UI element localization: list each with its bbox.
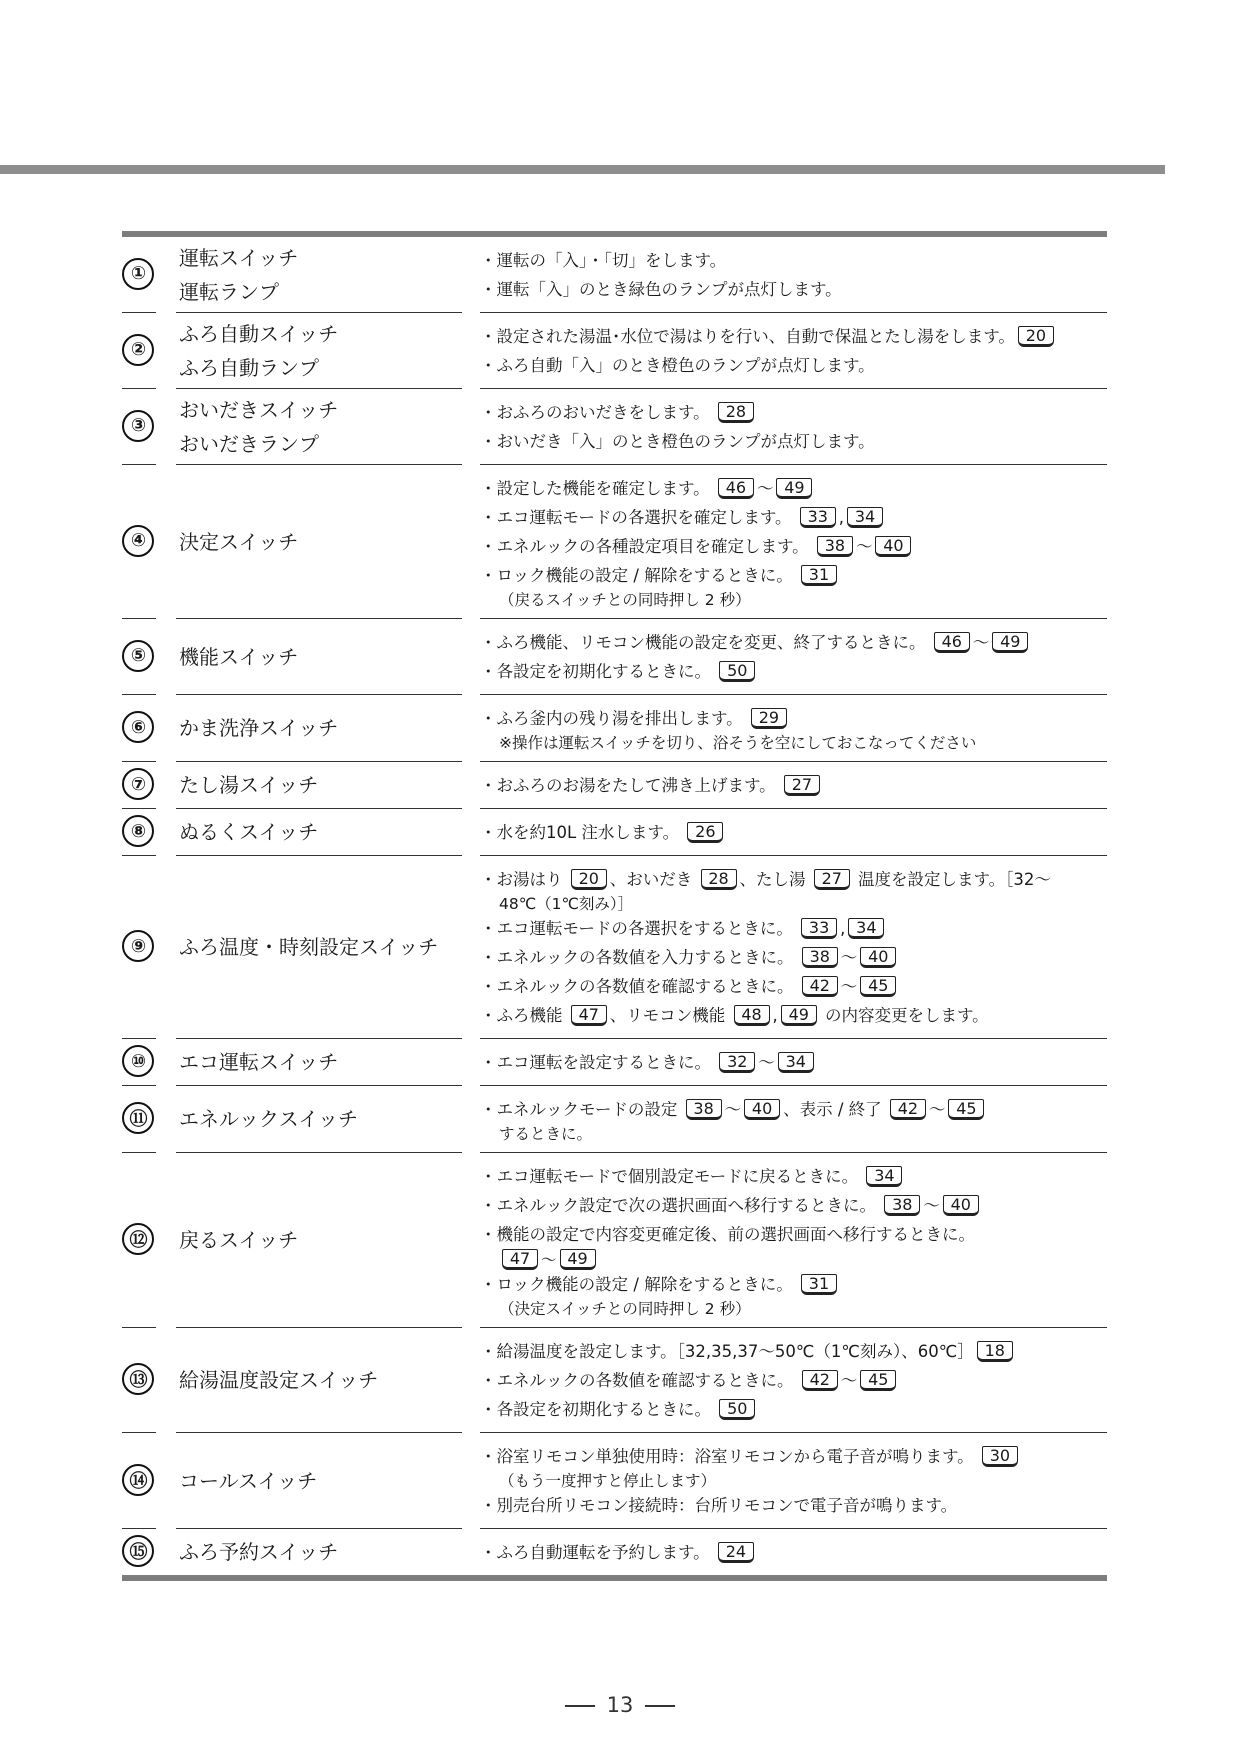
table-row <box>122 1153 1107 1328</box>
description-text: , <box>840 919 846 938</box>
page-reference-icon: 38 <box>817 536 853 557</box>
description <box>480 1433 1107 1528</box>
page-reference-icon: 28 <box>701 869 737 890</box>
description-text: （もう一度押すと停止します） <box>499 1472 717 1490</box>
description-line <box>480 865 1107 894</box>
description-text: 、リモコン機能 <box>609 1006 731 1025</box>
switch-name <box>179 1223 298 1257</box>
item-number-label: ③ <box>122 410 154 442</box>
item-number-label: ⑧ <box>122 815 154 847</box>
switch-name-line: 運転ランプ <box>179 279 279 304</box>
description-line <box>480 914 1107 943</box>
page-reference-icon: 27 <box>814 869 850 890</box>
page-reference-icon: 34 <box>866 1166 902 1187</box>
page-reference-icon: 48 <box>734 1005 770 1026</box>
page-reference-icon: 20 <box>1018 326 1054 347</box>
description-line <box>480 351 1107 380</box>
table-row <box>122 1039 1107 1086</box>
page-reference-icon: 31 <box>801 1274 837 1295</box>
switch-name <box>179 393 338 461</box>
page-reference-icon: 38 <box>686 1099 722 1120</box>
page-reference-icon: 50 <box>719 1399 755 1420</box>
description-line <box>480 1442 1107 1471</box>
description-line <box>480 275 1107 304</box>
description-text: 48℃（1℃刻み）］ <box>499 895 634 913</box>
description-text: ・設定した機能を確定します。 <box>480 479 715 498</box>
table-row <box>122 619 1107 695</box>
switch-name-line: エネルックスイッチ <box>179 1107 358 1131</box>
description-text: ・エネルックの各数値を確認するときに。 <box>480 1371 799 1390</box>
page-reference-icon: 50 <box>719 661 755 682</box>
description <box>480 1529 1107 1575</box>
description <box>480 1328 1107 1432</box>
switch-name-line: ふろ自動スイッチ <box>179 321 339 346</box>
page-reference-icon: 31 <box>801 565 837 586</box>
table-row <box>122 856 1107 1039</box>
description-text: ・給湯温度を設定します。［32,35,37～50℃（1℃刻み）、60℃］ <box>480 1342 974 1361</box>
description-text: ・エコ運転モードの各選択をするときに。 <box>480 919 799 938</box>
item-number <box>122 930 156 964</box>
item-number-label: ④ <box>122 525 154 557</box>
page-reference-icon: 47 <box>571 1005 607 1026</box>
description-line <box>480 1270 1107 1299</box>
table-row <box>122 1328 1107 1433</box>
description-text: （決定スイッチとの同時押し 2 秒） <box>499 1300 751 1318</box>
page-number-footer <box>0 1693 1240 1717</box>
description-text: ・おふろのお湯をたして沸き上げます。 <box>480 776 781 795</box>
switch-name <box>179 815 318 849</box>
description-text: の内容変更をします。 <box>819 1006 989 1025</box>
description-line <box>480 972 1107 1001</box>
table-row <box>122 1086 1107 1153</box>
switch-name <box>179 1045 338 1079</box>
switch-name <box>179 317 338 385</box>
description-line <box>480 771 1107 800</box>
page-reference-icon: 49 <box>781 1005 817 1026</box>
item-number-label: ⑮ <box>122 1535 154 1567</box>
page-reference-icon: 29 <box>751 708 787 729</box>
description-line <box>480 1491 1107 1520</box>
page-reference-icon: 38 <box>802 947 838 968</box>
description-line <box>480 1366 1107 1395</box>
description-text: ～ <box>972 633 990 652</box>
description-line <box>480 1395 1107 1424</box>
page-reference-icon: 49 <box>992 632 1028 653</box>
description-text: ・ロック機能の設定 / 解除をするときに。 <box>480 1275 798 1294</box>
item-number <box>122 1535 156 1569</box>
description <box>480 1039 1107 1085</box>
description-text: ・エコ運転を設定するときに。 <box>480 1053 717 1072</box>
item-number <box>122 1363 156 1397</box>
description-text: ・各設定を初期化するときに。 <box>480 1400 717 1419</box>
page-reference-icon: 40 <box>875 536 911 557</box>
switch-name <box>179 930 438 964</box>
description-text: 、たし湯 <box>739 870 811 889</box>
switch-name <box>179 241 298 309</box>
description <box>480 762 1107 808</box>
page-reference-icon: 33 <box>801 918 837 939</box>
description <box>480 619 1107 694</box>
description-line <box>480 1095 1107 1124</box>
switch-name-line: ふろ予約スイッチ <box>179 1540 339 1564</box>
switch-name-line: おいだきスイッチ <box>179 397 339 422</box>
switch-description-table <box>122 231 1107 1581</box>
description-text: ・各設定を初期化するときに。 <box>480 662 717 681</box>
table-bottom-rule <box>122 1575 1107 1581</box>
description-text: （戻るスイッチとの同時押し 2 秒） <box>499 591 751 609</box>
description <box>480 1153 1107 1327</box>
description <box>480 809 1107 855</box>
switch-name <box>179 1464 317 1498</box>
description-text: ～ <box>756 479 774 498</box>
description-line <box>480 246 1107 275</box>
description-line <box>480 590 1107 610</box>
page-reference-icon: 42 <box>802 1370 838 1391</box>
description-text: ・おふろのおいだきをします。 <box>480 403 715 422</box>
description <box>480 237 1107 312</box>
page-reference-icon: 20 <box>571 869 607 890</box>
description-text: ・ふろ機能、リモコン機能の設定を変更、終了するときに。 <box>480 633 931 652</box>
page-reference-icon: 49 <box>776 478 812 499</box>
switch-name <box>179 1363 378 1397</box>
table-row <box>122 1433 1107 1529</box>
item-number <box>122 410 156 444</box>
description-text: 温度を設定します。［32～ <box>852 870 1051 889</box>
switch-name-line: 給湯温度設定スイッチ <box>179 1368 379 1392</box>
description-text: ・エネルック設定で次の選択画面へ移行するときに。 <box>480 1196 882 1215</box>
item-number-label: ⑨ <box>122 930 154 962</box>
description-text: ～ <box>758 1053 775 1072</box>
item-number <box>122 258 156 292</box>
description-line <box>480 474 1107 503</box>
item-number-label: ① <box>122 258 154 290</box>
description-text: ・ロック機能の設定 / 解除をするときに。 <box>480 566 798 585</box>
description-line <box>480 1124 1107 1144</box>
item-number <box>122 334 156 368</box>
description-text: , <box>772 1006 778 1025</box>
page-reference-icon: 46 <box>718 478 754 499</box>
description-text: ※操作は運転スイッチを切り、浴そうを空にしておこなってください <box>499 734 977 752</box>
switch-name-line: おいだきランプ <box>179 431 319 456</box>
description-line <box>480 1471 1107 1491</box>
item-number <box>122 525 156 559</box>
page-reference-icon: 30 <box>982 1446 1018 1467</box>
description-line <box>480 704 1107 733</box>
description-line <box>480 427 1107 456</box>
description-line <box>480 1299 1107 1319</box>
description-line <box>480 1538 1107 1567</box>
description-text: ～ <box>840 977 858 996</box>
page-reference-icon: 45 <box>860 1370 896 1391</box>
item-number <box>122 1223 156 1257</box>
table-row <box>122 237 1107 313</box>
description-line <box>480 894 1107 914</box>
description-text: , <box>838 508 845 527</box>
description-line <box>480 818 1107 847</box>
description-text: ・設定された湯温･水位で湯はりを行い、自動で保温とたし湯をします。 <box>480 327 1015 346</box>
page-reference-icon: 33 <box>800 507 836 528</box>
description <box>480 313 1107 388</box>
switch-name <box>179 1535 338 1569</box>
description-line <box>480 503 1107 532</box>
description <box>480 695 1107 761</box>
item-number <box>122 640 156 674</box>
description-text: ・ふろ機能 <box>480 1006 568 1025</box>
description-text: ～ <box>724 1100 742 1119</box>
switch-name-line: エコ運転スイッチ <box>179 1050 339 1074</box>
description <box>480 465 1107 618</box>
page-reference-icon: 45 <box>948 1099 984 1120</box>
description <box>480 856 1107 1038</box>
page-reference-icon: 42 <box>890 1099 926 1120</box>
description-line <box>480 657 1107 686</box>
description-text: ・水を約10L 注水します。 <box>480 823 685 842</box>
description-text: ・浴室リモコン単独使用時：浴室リモコンから電子音が鳴ります。 <box>480 1447 979 1466</box>
description-line <box>480 398 1107 427</box>
table-row <box>122 465 1107 619</box>
item-number <box>122 1464 156 1498</box>
description <box>480 1086 1107 1152</box>
description-line <box>480 1048 1107 1077</box>
description-line <box>480 943 1107 972</box>
table-row <box>122 762 1107 809</box>
switch-name-line: ふろ自動ランプ <box>179 355 319 380</box>
item-number <box>122 815 156 849</box>
description-text: ～ <box>840 948 858 967</box>
description-line <box>480 1191 1107 1220</box>
description-text: ・ふろ釜内の残り湯を排出します。 <box>480 709 748 728</box>
table-row <box>122 809 1107 856</box>
switch-name-line: 運転スイッチ <box>179 245 299 270</box>
description-text: ～ <box>541 1251 557 1269</box>
page-reference-icon: 34 <box>778 1052 814 1073</box>
switch-name <box>179 525 298 559</box>
switch-name-line: ふろ温度・時刻設定スイッチ <box>179 935 439 959</box>
switch-name-line: 戻るスイッチ <box>179 1228 299 1252</box>
description-line <box>480 1220 1107 1249</box>
description-line <box>480 1162 1107 1191</box>
item-number-label: ⑤ <box>122 640 154 672</box>
table-rows <box>122 237 1107 1575</box>
description-text: ・ふろ自動「入」のとき橙色のランプが点灯します。 <box>480 356 875 375</box>
item-number-label: ⑥ <box>122 711 154 743</box>
description-text: ・運転の「入」・「切」をします。 <box>480 251 727 270</box>
description-text: ～ <box>840 1371 858 1390</box>
description-line <box>480 322 1107 351</box>
description-text: ・エネルックの各数値を確認するときに。 <box>480 977 799 996</box>
page-number-dash-left <box>565 1705 595 1707</box>
item-number <box>122 1045 156 1079</box>
item-number <box>122 711 156 745</box>
description-line <box>480 1001 1107 1030</box>
description-text: ・エネルックの各数値を入力するときに。 <box>480 948 799 967</box>
description-text: 、表示 / 終了 <box>783 1100 887 1119</box>
description-text: ・ふろ自動運転を予約します。 <box>480 1543 715 1562</box>
page-reference-icon: 49 <box>560 1249 596 1270</box>
page-reference-icon: 40 <box>744 1099 780 1120</box>
description-text: ・別売台所リモコン接続時：台所リモコンで電子音が鳴ります。 <box>480 1496 958 1515</box>
description <box>480 389 1107 464</box>
switch-name-line: かま洗浄スイッチ <box>179 716 339 740</box>
header-rule <box>0 165 1165 174</box>
page-reference-icon: 18 <box>977 1341 1013 1362</box>
description-line <box>480 628 1107 657</box>
page-reference-icon: 24 <box>718 1542 754 1563</box>
page-reference-icon: 27 <box>784 775 820 796</box>
page-reference-icon: 46 <box>934 632 970 653</box>
description-text: ・エネルックの各種設定項目を確定します。 <box>480 537 814 556</box>
description-text: 、おいだき <box>609 870 698 889</box>
page-reference-icon: 34 <box>848 918 884 939</box>
item-number-label: ⑭ <box>122 1464 154 1496</box>
description-line <box>480 1337 1107 1366</box>
description-line <box>480 561 1107 590</box>
table-row <box>122 1529 1107 1575</box>
page-reference-icon: 38 <box>884 1195 920 1216</box>
table-row <box>122 389 1107 465</box>
switch-name-line: ぬるくスイッチ <box>179 820 319 844</box>
page-reference-icon: 34 <box>847 507 883 528</box>
page-number: 13 <box>606 1693 634 1717</box>
description-text: ～ <box>923 1196 940 1215</box>
description-text: ・機能の設定で内容変更確定後、前の選択画面へ移行するときに。 <box>480 1225 975 1244</box>
description-text: するときに。 <box>499 1125 593 1143</box>
item-number-label: ⑪ <box>122 1102 154 1134</box>
switch-name <box>179 1102 358 1136</box>
description-text: ・おいだき「入」のとき橙色のランプが点灯します。 <box>480 432 875 451</box>
page-number-dash-right <box>645 1705 675 1707</box>
item-number-label: ⑫ <box>122 1223 154 1255</box>
item-number-label: ⑦ <box>122 768 154 800</box>
page-reference-icon: 45 <box>860 976 896 997</box>
page-reference-icon: 26 <box>687 822 723 843</box>
description-line <box>480 733 1107 753</box>
switch-name-line: 機能スイッチ <box>179 644 299 669</box>
item-number-label: ⑩ <box>122 1045 154 1077</box>
switch-name-line: たし湯スイッチ <box>179 773 319 797</box>
table-row <box>122 695 1107 762</box>
description-text: ・エネルックモードの設定 <box>480 1100 683 1119</box>
description-text: ～ <box>855 537 873 556</box>
page-reference-icon: 32 <box>719 1052 755 1073</box>
description-line <box>480 1249 1107 1270</box>
switch-name <box>179 640 298 674</box>
description-text: ・エコ運転モードで個別設定モードに戻るときに。 <box>480 1167 864 1186</box>
page-reference-icon: 40 <box>943 1195 979 1216</box>
page-reference-icon: 47 <box>502 1249 538 1270</box>
switch-name-line: 決定スイッチ <box>179 529 299 554</box>
item-number-label: ② <box>122 334 154 366</box>
switch-name-line: コールスイッチ <box>179 1468 318 1493</box>
description-text: ・お湯はり <box>480 870 568 889</box>
switch-name <box>179 768 318 802</box>
page-reference-icon: 40 <box>860 947 896 968</box>
item-number <box>122 1102 156 1136</box>
page-reference-icon: 42 <box>802 976 838 997</box>
item-number-label: ⑬ <box>122 1363 154 1395</box>
switch-name <box>179 711 338 745</box>
description-line <box>480 532 1107 561</box>
description-text: ・エコ運転モードの各選択を確定します。 <box>480 508 797 527</box>
page-reference-icon: 28 <box>718 402 754 423</box>
description-text: ・運転「入」のとき緑色のランプが点灯します。 <box>480 280 842 299</box>
item-number <box>122 768 156 802</box>
description-text: ～ <box>928 1100 946 1119</box>
table-row <box>122 313 1107 389</box>
